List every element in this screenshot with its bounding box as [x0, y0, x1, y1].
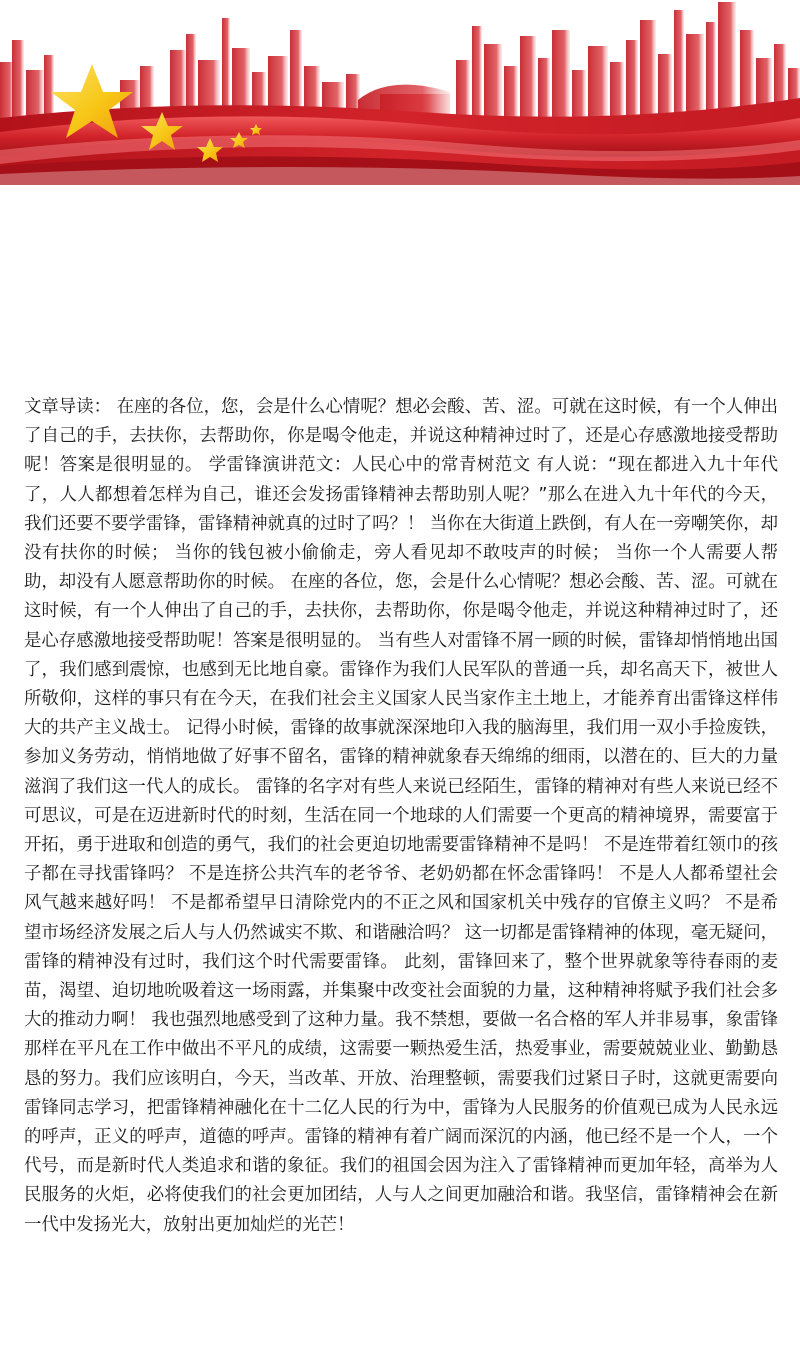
- city-skyline-banner: [0, 0, 800, 185]
- article-body: 文章导读： 在座的各位，您，会是什么心情呢？想必会酸、苦、涩。可就在这时候，有一个人伸出了自己的手，去扶你，去帮助你，你是喝令他走，并说这种精神过时了，还是心存感激地接受帮助呢！答案是很明显的。 学雷锋演讲范文：人民心中的常青树范文 有人说：“现在都进入九十年代了，人人都想着怎样为自己，谁还会发扬雷锋精神去帮助别人呢？”那么在进入九十年代的今天，我们还要不要学雷锋，雷锋精神就真的过时了吗？！ 当你在大街道上跌倒，有人在一旁嘲笑你，却没有扶你的时候； 当你的钱包被小偷偷走，旁人看见却不敢吱声的时候； 当你一个人需要人帮助，却没有人愿意帮助你的时候。 在座的各位，您，会是什么心情呢？想必会酸、苦、涩。可就在这时候，有一个人伸出了自己的手，去扶你，去帮助你，你是喝令他走，并说这种精神过时了，还是心存感激地接受帮助呢！答案是很明显的。 当有些人对雷锋不屑一顾的时候，雷锋却悄悄地出国了，我们感到震惊，也感到无比地自豪。雷锋作为我们人民军队的普通一兵，却名高天下，被世人所敬仰，这样的事只有在今天，在我们社会主义国家人民当家作主土地上，才能养育出雷锋这样伟大的共产主义战士。 记得小时候，雷锋的故事就深深地印入我的脑海里，我们用一双小手捡废铁，参加义务劳动，悄悄地做了好事不留名，雷锋的精神就象春天绵绵的细雨，以潜在的、巨大的力量滋润了我们这一代人的成长。 雷锋的名字对有些人来说已经陌生，雷锋的精神对有些人来说已经不可思议，可是在迈进新时代的时刻，生活在同一个地球的人们需要一个更高的精神境界，需要富于开拓，勇于进取和创造的勇气，我们的社会更迫切地需要雷锋精神不是吗！ 不是连带着红领巾的孩子都在寻找雷锋吗？ 不是连挤公共汽车的老爷爷、老奶奶都在怀念雷锋吗！ 不是人人都希望社会风气越来越好吗！ 不是都希望早日清除党内的不正之风和国家机关中残存的官僚主义吗？ 不是希望市场经济发展之后人与人仍然诚实不欺、和谐融洽吗？ 这一切都是雷锋精神的体现，毫无疑问，雷锋的精神没有过时，我们这个时代需要雷锋。 此刻，雷锋回来了，整个世界就象等待春雨的麦苗，渴望、迫切地吮吸着这一场雨露，并集聚中改变社会面貌的力量，这种精神将赋予我们社会多大的推动力啊！ 我也强烈地感受到了这种力量。我不禁想，要做一名合格的军人并非易事，象雷锋那样在平凡在工作中做出不平凡的成绩，这需要一颗热爱生活，热爱事业，需要兢兢业业、勤勤恳恳的努力。我们应该明白，今天，当改革、开放、治理整顿，需要我们过紧日子时，这就更需要向雷锋同志学习，把雷锋精神融化在十二亿人民的行为中，雷锋为人民服务的价值观已成为人民永远的呼声，正义的呼声，道德的呼声。雷锋的精神有着广阔而深沉的内涵，他已经不是一个人，一个代号，而是新时代人类追求和谐的象征。我们的祖国会因为注入了雷锋精神而更加年轻，高举为人民服务的火炬，必将使我们的社会更加团结，人与人之间更加融洽和谐。我坚信，雷锋精神会在新一代中发扬光大，放射出更加灿烂的光芒！: [24, 397, 778, 1235]
- header-banner: [0, 0, 800, 185]
